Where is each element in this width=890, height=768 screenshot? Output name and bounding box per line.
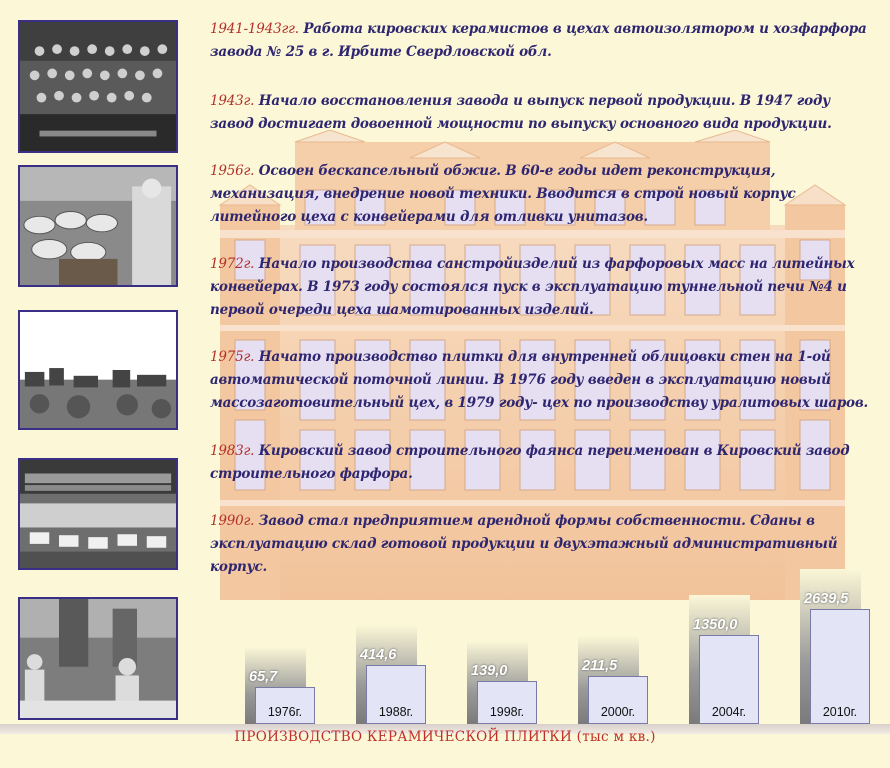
group-portrait-photo xyxy=(18,20,178,153)
value-label: 65,7 xyxy=(249,669,278,686)
timeline-year: 1943г. xyxy=(210,93,255,109)
factory-hall-photo xyxy=(18,458,178,570)
timeline-entry-1943 xyxy=(210,90,870,136)
category-label: 1976г. xyxy=(267,705,303,719)
timeline-text: Начало производства санстройизделий из фарфоровых масс на литейных конвейерах. В 1973 году состоялся пуск в эксплуатацию туннельной печи №4 и первой очереди цеха шамотированных изделий. xyxy=(210,256,855,318)
ceramic-workshop-photo xyxy=(18,165,178,287)
timeline-year: 1975г. xyxy=(210,349,255,365)
timeline-text: Кировский завод строительного фаянса переименован в Кировский завод строительного фарфора. xyxy=(210,443,850,482)
value-label: 1350,0 xyxy=(693,617,738,634)
timeline-entry-1972 xyxy=(210,253,870,322)
workers-at-machines-photo xyxy=(18,597,178,720)
timeline-entry-1990 xyxy=(210,510,870,579)
timeline-entry-1941 xyxy=(210,18,870,64)
timeline-entry-1975 xyxy=(210,346,870,415)
timeline-text: Работа кировских керамистов в цехах автоизолятором и хозфарфора завода № 25 в г. Ирбите Свердловской обл. xyxy=(210,21,867,60)
timeline-text: Завод стал предприятием арендной формы собственности. Сданы в эксплуатацию склад готовой продукции и двухэтажный административный корпус. xyxy=(210,513,838,575)
timeline-year: 1972г. xyxy=(210,256,255,272)
timeline-text: Начало восстановления завода и выпуск первой продукции. В 1947 году завод достигает довоенной мощности по выпуску основного вида продукции. xyxy=(210,93,832,132)
category-label: 2000г. xyxy=(600,705,636,719)
chart-title: ПРОИЗВОДСТВО КЕРАМИЧЕСКОЙ ПЛИТКИ (тыс м кв.) xyxy=(234,729,656,745)
timeline-year: 1956г. xyxy=(210,163,255,179)
value-label: 139,0 xyxy=(471,662,508,679)
timeline-entry-1956 xyxy=(210,160,870,229)
timeline-year: 1941-1943гг. xyxy=(210,21,299,37)
value-label: 2639,5 xyxy=(804,591,849,607)
category-label: 2010г. xyxy=(822,705,858,719)
value-label: 414,6 xyxy=(360,647,397,664)
timeline-text: Освоен бескапсельный обжиг. В 60-е годы идет реконструкция, механизация, внедрение новой техники. Вводится в строй новый корпус литейного цеха с конвейерами для отливки унитазов. xyxy=(210,163,796,225)
timeline-text: Начато производство плитки для внутренней облицовки стен на 1-ой автоматической поточной линии. В 1976 году введен в эксплуатацию новый массозаготовительный цех, в 1979 году- цех по производству уралитовых шаров. xyxy=(210,349,869,411)
category-label: 1998г. xyxy=(489,705,525,719)
timeline-year: 1983г. xyxy=(210,443,255,459)
timeline-year: 1990г. xyxy=(210,513,255,529)
town-panorama-photo xyxy=(18,310,178,430)
value-label: 211,5 xyxy=(582,657,618,674)
category-label: 1988г. xyxy=(378,705,414,719)
timeline-entry-1983 xyxy=(210,440,870,486)
category-label: 2004г. xyxy=(711,705,747,719)
